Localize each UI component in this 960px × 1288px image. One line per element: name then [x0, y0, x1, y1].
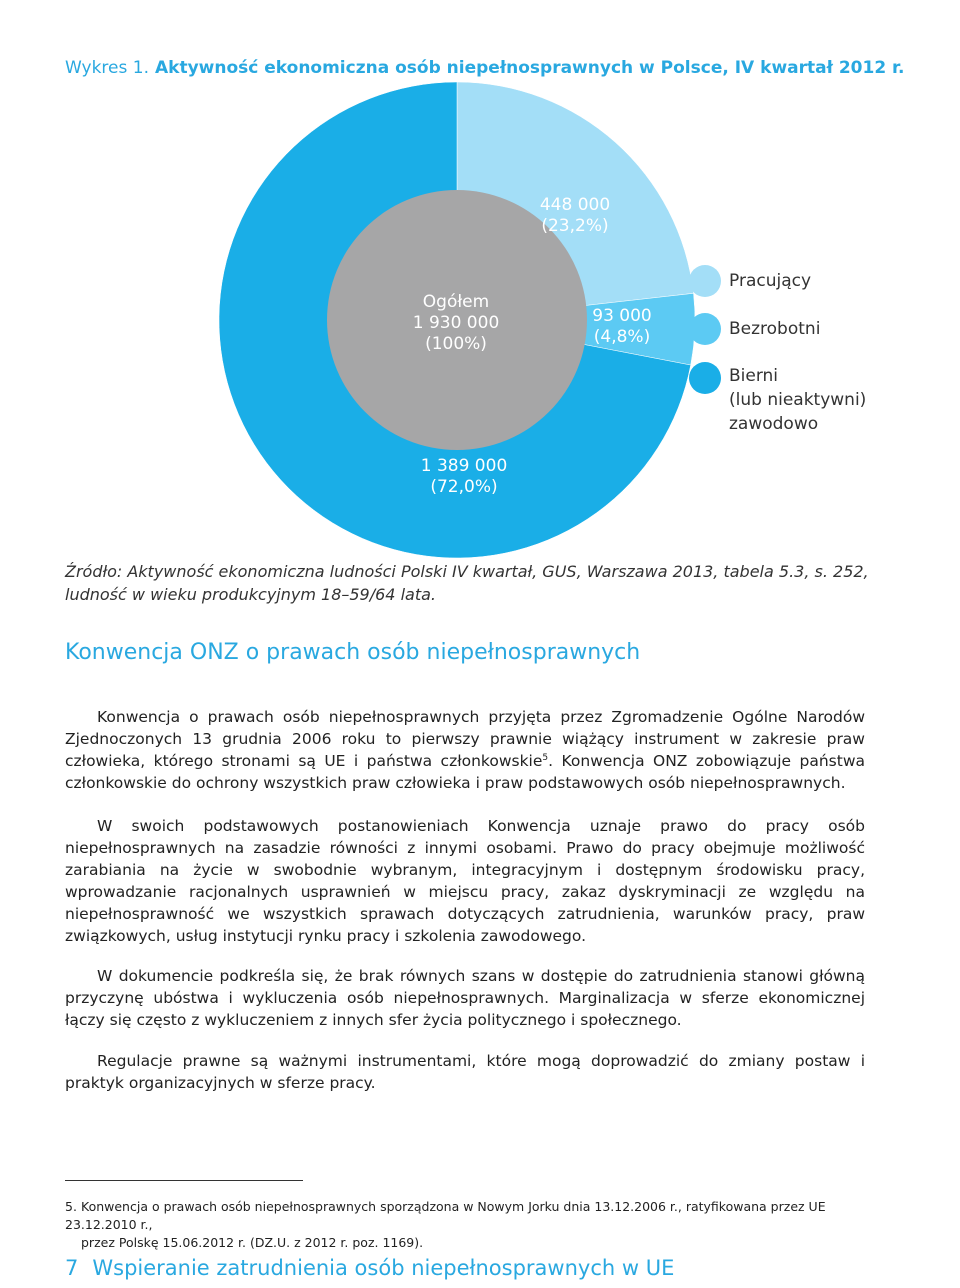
- footnote-line-2: przez Polskę 15.06.2012 r. (DZ.U. z 2012 r. poz. 1169).: [81, 1235, 424, 1250]
- slice-label-pracujacy: [495, 195, 655, 237]
- legend-swatch-bezrobotni: [689, 313, 721, 345]
- center-label-total: 1 930 000: [412, 313, 500, 333]
- legend-label-bezrobotni: Bezrobotni: [729, 319, 821, 339]
- chart-caption-label: Wykres 1.: [65, 58, 149, 78]
- paragraph-1-text: Konwencja o prawach osób niepełnosprawnych przyjęta przez Zgromadzenie Ogólne Narodów Zjednoczonych 13 grudnia 2006 roku to pierwszy prawnie wiążący instrument w zakresie praw człowieka, którego stronami są UE i państwa członkowskie: [65, 708, 865, 770]
- legend-swatch-pracujacy: [689, 265, 721, 297]
- slice-value-bierni: 1 389 000: [420, 456, 508, 476]
- source-note: Źródło: Aktywność ekonomiczna ludności Polski IV kwartał, GUS, Warszawa 2013, tabela 5.3, s. 252, ludność w wieku produkcyjnym 18–59/64 lata.: [65, 562, 869, 604]
- slice-value-pracujacy: 448 000: [539, 195, 611, 215]
- paragraph-4-text: Regulacje prawne są ważnymi instrumentami, które mogą doprowadzić do zmiany postaw i praktyk organizacyjnych w sferze pracy.: [65, 1052, 865, 1092]
- paragraph-1: [65, 706, 865, 794]
- slice-percent-bezrobotni: (4,8%): [593, 327, 651, 347]
- paragraph-4: [65, 1050, 865, 1094]
- slice-percent-bierni: (72,0%): [430, 477, 498, 497]
- chart-caption-text: Aktywność ekonomiczna osób niepełnosprawnych w Polsce, IV kwartał 2012 r.: [154, 58, 905, 78]
- legend-swatch-bierni: [689, 362, 721, 394]
- footnote-number: 5.: [65, 1199, 77, 1214]
- donut-center-label: [376, 292, 536, 355]
- center-label-title: Ogółem: [422, 292, 490, 312]
- paragraph-2-text: W swoich podstawowych postanowieniach Konwencja uznaje prawo do pracy osób niepełnosprawnych na zasadzie równości z innymi osobami. Prawo do pracy obejmuje możliwość zarabiania na życie w swobodnie wybranym, integracyjnym i dostępnym środowisku pracy, wprowadzanie racjonalnych usprawnień w miejscu pracy, zakaz dyskryminacji ze względu na niepełnosprawność we wszystkich sprawach dotyczących zatrudnienia, warunków pracy, praw związkowych, usług instytucji rynku pracy i szkolenia zawodowego.: [65, 817, 865, 945]
- section-heading: Konwencja ONZ o prawach osób niepełnosprawnych: [65, 640, 641, 665]
- page-footer: [65, 1256, 674, 1280]
- page-number: 7: [65, 1256, 79, 1280]
- slice-label-bezrobotni: [542, 306, 702, 348]
- paragraph-1-text-cont: . Konwencja ONZ zobowiązuje państwa członkowskie do ochrony wszystkich praw człowieka i praw podstawowych osób niepełnosprawnych.: [65, 752, 865, 792]
- paragraph-3: [65, 965, 865, 1031]
- footnote-divider: [65, 1180, 303, 1181]
- slice-label-bierni: [384, 456, 544, 498]
- legend-label-pracujacy: Pracujący: [729, 271, 812, 291]
- slice-percent-pracujacy: (23,2%): [541, 216, 609, 236]
- paragraph-3-text: W dokumencie podkreśla się, że brak równych szans w dostępie do zatrudnienia stanowi główną przyczynę ubóstwa i wykluczenia osób niepełnosprawnych. Marginalizacja w sferze ekonomicznej łączy się często z wykluczeniem z innych sfer życia politycznego i społecznego.: [65, 967, 865, 1029]
- paragraph-2: [65, 815, 865, 947]
- legend-label-bierni: Bierni (lub nieaktywni) zawodowo: [729, 366, 867, 434]
- footnote-line-1: Konwencja o prawach osób niepełnosprawnych sporządzona w Nowym Jorku dnia 13.12.2006 r., ratyfikowana przez UE 23.12.2010 r.,: [65, 1199, 826, 1232]
- footnote: [65, 1198, 895, 1252]
- footer-title: Wspieranie zatrudnienia osób niepełnosprawnych w UE: [92, 1256, 675, 1280]
- center-label-percent: (100%): [425, 334, 487, 354]
- slice-value-bezrobotni: 93 000: [592, 306, 652, 326]
- footnote-ref-5[interactable]: 5: [542, 752, 549, 763]
